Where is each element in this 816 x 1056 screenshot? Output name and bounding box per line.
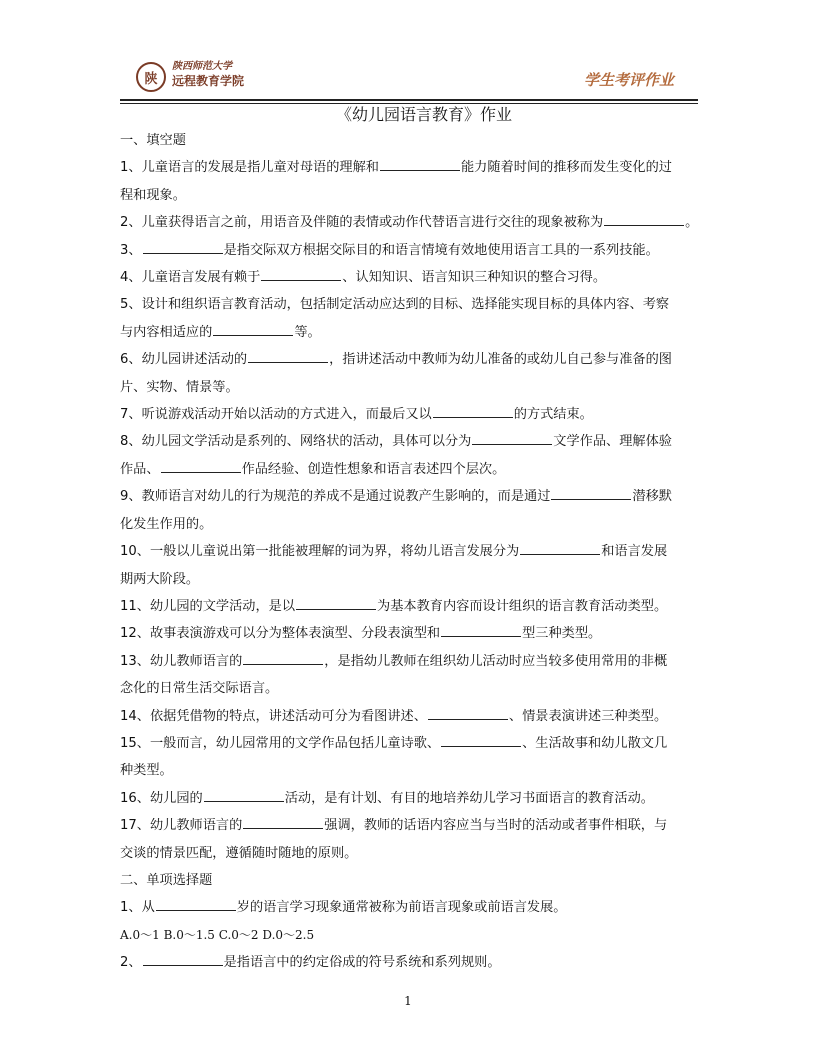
- answer-blank[interactable]: [380, 157, 460, 171]
- question-text: 10、一般以儿童说出第一批能被理解的词为界，将幼儿语言发展分为: [120, 544, 520, 560]
- fill-in-line: [120, 620, 698, 647]
- answer-blank[interactable]: [204, 788, 284, 802]
- question-text: ，是指幼儿教师在组织幼儿活动时应当较多使用常用的非概: [324, 653, 668, 669]
- header-divider: [120, 99, 698, 101]
- answer-blank[interactable]: [441, 733, 521, 747]
- question-text: 3、: [120, 242, 142, 258]
- fill-in-line: [120, 648, 698, 675]
- university-seal-icon: [136, 62, 166, 92]
- question-text: 交谈的情景匹配，遵循随时随地的原则。: [120, 845, 358, 861]
- question-text: 念化的日常生活交际语言。: [120, 681, 279, 697]
- question-text: 为基本教育内容而设计组织的语言教育活动类型。: [377, 598, 668, 614]
- question-text: 11、幼儿园的文学活动，是以: [120, 598, 296, 614]
- question-text: 强调，教师的话语内容应当与当时的活动或者事件相联，与: [324, 818, 668, 834]
- fill-in-line: [120, 237, 698, 264]
- fill-in-line: [120, 812, 698, 839]
- question-text: 14、依据凭借物的特点，讲述活动可分为看图讲述、: [120, 708, 427, 724]
- question-text: 和语言发展: [601, 544, 668, 560]
- question-text: 、情景表演讲述三种类型。: [508, 708, 668, 724]
- fill-in-line: [120, 291, 698, 318]
- question-text: 是指语言中的约定俗成的符号系统和系列规则。: [223, 955, 501, 971]
- question-text: 程和现象。: [120, 187, 186, 203]
- answer-blank[interactable]: [261, 267, 341, 281]
- fill-in-line: [120, 757, 698, 784]
- answer-blank[interactable]: [472, 431, 552, 445]
- section-heading-single-choice: 二、单项选择题: [120, 872, 213, 888]
- fill-in-line: [120, 675, 698, 702]
- section-heading-fill-in: 一、填空题: [120, 133, 186, 148]
- answer-blank[interactable]: [143, 952, 223, 966]
- fill-in-line: [120, 785, 698, 812]
- question-text: 与内容相适应的: [120, 324, 213, 340]
- answer-blank[interactable]: [248, 349, 328, 363]
- question-text: ，指讲述活动中教师为幼儿准备的或幼儿自己参与准备的图: [329, 352, 672, 368]
- question-text: 化发生作用的。: [120, 516, 213, 532]
- answer-blank[interactable]: [296, 596, 376, 610]
- question-text: 13、幼儿教师语言的: [120, 653, 243, 669]
- answer-blank[interactable]: [428, 706, 508, 720]
- answer-blank[interactable]: [156, 897, 236, 911]
- question-text: 5、设计和组织语言教育活动，包括制定活动应达到的目标、选择能实现目标的具体内容、考察: [120, 297, 670, 313]
- fill-in-line: [120, 182, 698, 209]
- question-text: 岁的语言学习现象通常被称为前语言现象或前语言发展。: [236, 900, 567, 916]
- fill-in-line: [120, 264, 698, 291]
- choice-question-2: [120, 949, 698, 976]
- fill-in-line: [120, 593, 698, 620]
- fill-in-question-list: [120, 154, 698, 867]
- fill-in-line: [120, 840, 698, 867]
- question-text: 2、: [120, 955, 142, 971]
- college-name: 远程教育学院: [172, 74, 245, 88]
- fill-in-line: [120, 209, 698, 236]
- answer-blank[interactable]: [213, 322, 293, 336]
- question-text: 型三种类型。: [522, 626, 602, 642]
- answer-blank[interactable]: [243, 651, 323, 665]
- fill-in-line: [120, 428, 698, 455]
- question-text: 12、故事表演游戏可以分为整体表演型、分段表演型和: [120, 626, 441, 642]
- answer-blank[interactable]: [243, 815, 323, 829]
- question-text: 1、从: [120, 900, 155, 916]
- fill-in-line: [120, 374, 698, 401]
- fill-in-line: [120, 730, 698, 757]
- university-logo: [172, 60, 244, 89]
- question-text: 、生活故事和幼儿散文几: [522, 735, 668, 751]
- question-text: 种类型。: [120, 763, 173, 779]
- fill-in-line: [120, 703, 698, 730]
- question-text: 4、儿童语言发展有赖于: [120, 270, 261, 286]
- fill-in-line: [120, 456, 698, 483]
- page-number: 1: [404, 994, 412, 1008]
- header-label: 学生考评作业: [583, 71, 674, 89]
- fill-in-line: [120, 319, 698, 346]
- question-text: 、认知知识、语言知识三种知识的整合习得。: [342, 270, 607, 286]
- answer-blank[interactable]: [441, 623, 521, 637]
- question-text: 2、儿童获得语言之前，用语音及伴随的表情或动作代替语言进行交往的现象被称为: [120, 215, 604, 231]
- question-text: 潜移默: [632, 489, 672, 505]
- question-text: 是指交际双方根据交际目的和语言情境有效地使用语言工具的一系列技能。: [223, 242, 659, 258]
- question-text: 片、实物、情景等。: [120, 379, 239, 395]
- question-text: 的方式结束。: [513, 407, 593, 423]
- question-text: 7、听说游戏活动开始以活动的方式进入，而最后又以: [120, 407, 432, 423]
- question-text: 能力随着时间的推移而发生变化的过: [460, 160, 672, 176]
- fill-in-line: [120, 401, 698, 428]
- seal-glyph: 陕: [144, 71, 158, 87]
- question-text: 期两大阶段。: [120, 571, 200, 587]
- choice-question-1-options: A.0～1 B.0～1.5 C.0～2 D.0～2.5: [120, 927, 315, 942]
- answer-blank[interactable]: [161, 459, 241, 473]
- question-text: 15、一般而言，幼儿园常用的文学作品包括儿童诗歌、: [120, 735, 441, 751]
- question-text: 作品、: [120, 461, 160, 477]
- question-text: 文学作品、理解体验: [553, 434, 672, 450]
- question-text: 作品经验、创造性想象和语言表述四个层次。: [241, 461, 506, 477]
- fill-in-line: [120, 538, 698, 565]
- question-text: 16、幼儿园的: [120, 790, 203, 806]
- answer-blank[interactable]: [604, 212, 684, 226]
- answer-blank[interactable]: [143, 240, 223, 254]
- question-text: 9、教师语言对幼儿的行为规范的养成不是通过说教产生影响的，而是通过: [120, 489, 551, 505]
- question-text: 8、幼儿园文学活动是系列的、网络状的活动，具体可以分为: [120, 434, 472, 450]
- question-text: 。: [685, 215, 699, 231]
- question-text: 1、儿童语言的发展是指儿童对母语的理解和: [120, 160, 379, 176]
- page-header: [120, 56, 698, 100]
- fill-in-line: [120, 511, 698, 538]
- document-title: 《幼儿园语言教育》作业: [335, 105, 512, 124]
- fill-in-line: [120, 154, 698, 181]
- answer-blank[interactable]: [520, 541, 600, 555]
- answer-blank[interactable]: [433, 404, 513, 418]
- answer-blank[interactable]: [551, 486, 631, 500]
- question-text: 等。: [294, 324, 321, 340]
- document-body: [120, 103, 698, 977]
- choice-question-1: [120, 894, 698, 921]
- fill-in-line: [120, 566, 698, 593]
- fill-in-line: [120, 483, 698, 510]
- question-text: 17、幼儿教师语言的: [120, 818, 243, 834]
- question-text: 活动，是有计划、有目的地培养幼儿学习书面语言的教育活动。: [284, 790, 654, 806]
- fill-in-line: [120, 346, 698, 373]
- university-name: 陕西师范大学: [172, 61, 232, 72]
- question-text: 6、幼儿园讲述活动的: [120, 352, 248, 368]
